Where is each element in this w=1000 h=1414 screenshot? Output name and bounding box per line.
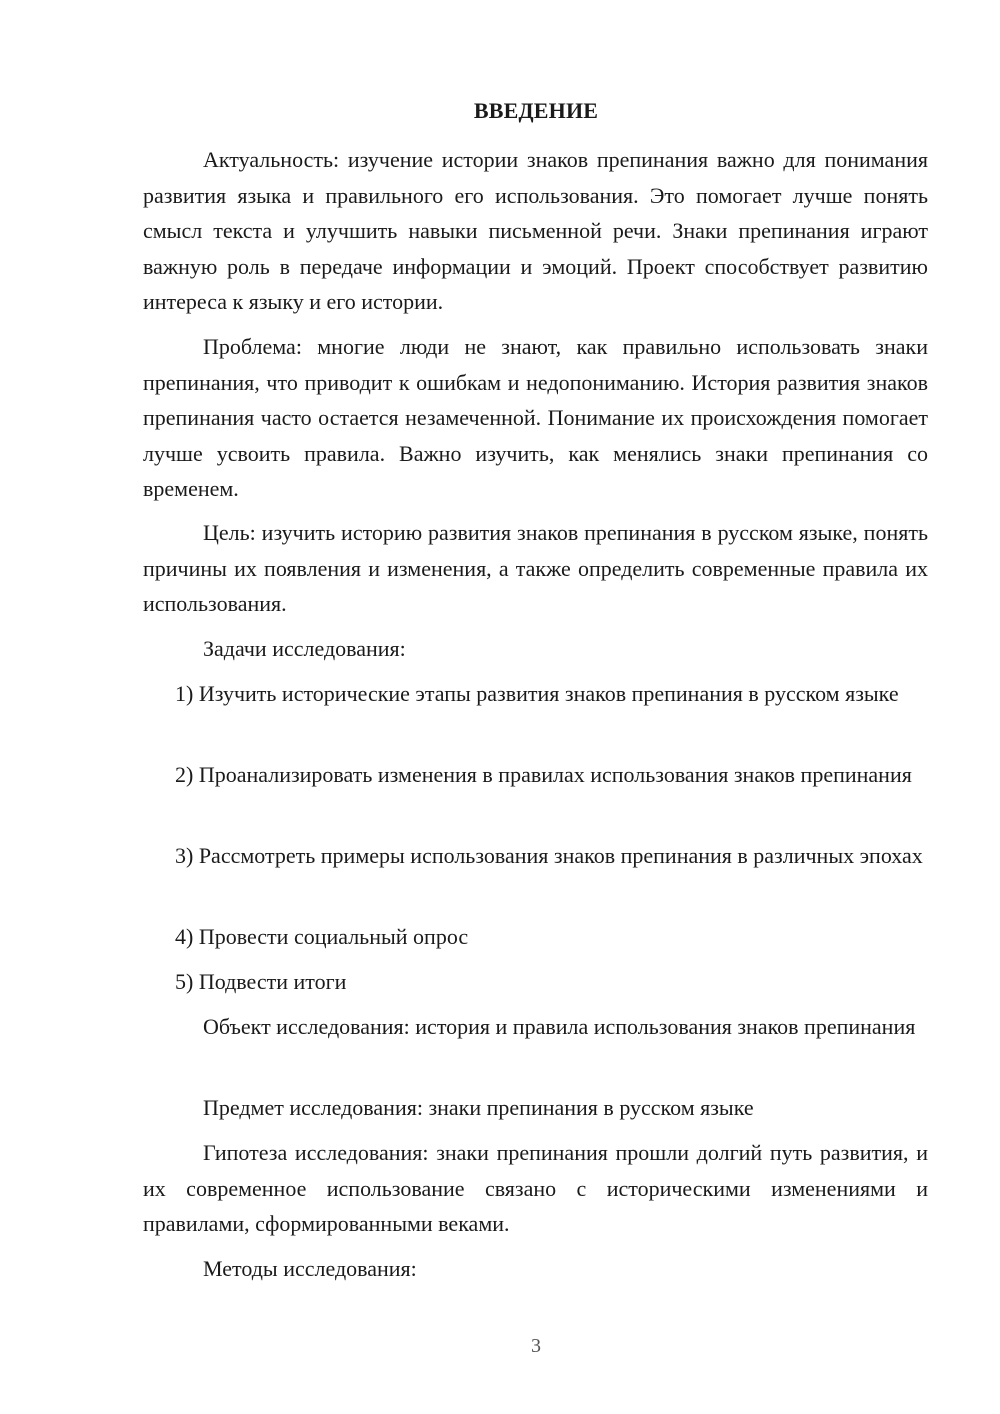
tasks-heading: Задачи исследования: xyxy=(203,636,406,661)
task-item-4: 4) Провести социальный опрос xyxy=(175,924,469,949)
paragraph-hypothesis: Гипотеза исследования: знаки препинания прошли долгий путь развития, и их современное использование связано с историческими изменениями и правилами, сформированными веками. xyxy=(143,1140,928,1236)
task-item-5: 5) Подвести итоги xyxy=(175,969,347,994)
methods-heading: Методы исследования: xyxy=(203,1256,417,1281)
paragraph-problem: Проблема: многие люди не знают, как правильно использовать знаки препинания, что приводит к ошибкам и недопониманию. История развития знаков препинания часто остается незамеченной. Понимание их происхождения помогает лучше усвоить правила. Важно изучить, как менялись знаки препинания со временем. xyxy=(143,334,928,501)
paragraph-object: Объект исследования: история и правила использования знаков препинания xyxy=(203,1014,916,1039)
paragraph-relevance: Актуальность: изучение истории знаков препинания важно для понимания развития языка и правильного его использования. Это помогает лучше понять смысл текста и улучшить навыки письменной речи. Знаки препинания играют важную роль в передаче информации и эмоций. Проект способствует развитию интереса к языку и его истории. xyxy=(143,147,928,314)
task-item-3: 3) Рассмотреть примеры использования знаков препинания в различных эпохах xyxy=(175,843,923,868)
paragraph-subject: Предмет исследования: знаки препинания в русском языке xyxy=(203,1095,754,1120)
task-item-1: 1) Изучить исторические этапы развития знаков препинания в русском языке xyxy=(175,681,899,706)
task-item-2: 2) Проанализировать изменения в правилах использования знаков препинания xyxy=(175,762,912,787)
paragraph-goal: Цель: изучить историю развития знаков препинания в русском языке, понять причины их появления и изменения, а также определить современные правила их использования. xyxy=(143,520,928,616)
page-title: ВВЕДЕНИЕ xyxy=(473,98,599,123)
page-number: 3 xyxy=(531,1335,541,1357)
